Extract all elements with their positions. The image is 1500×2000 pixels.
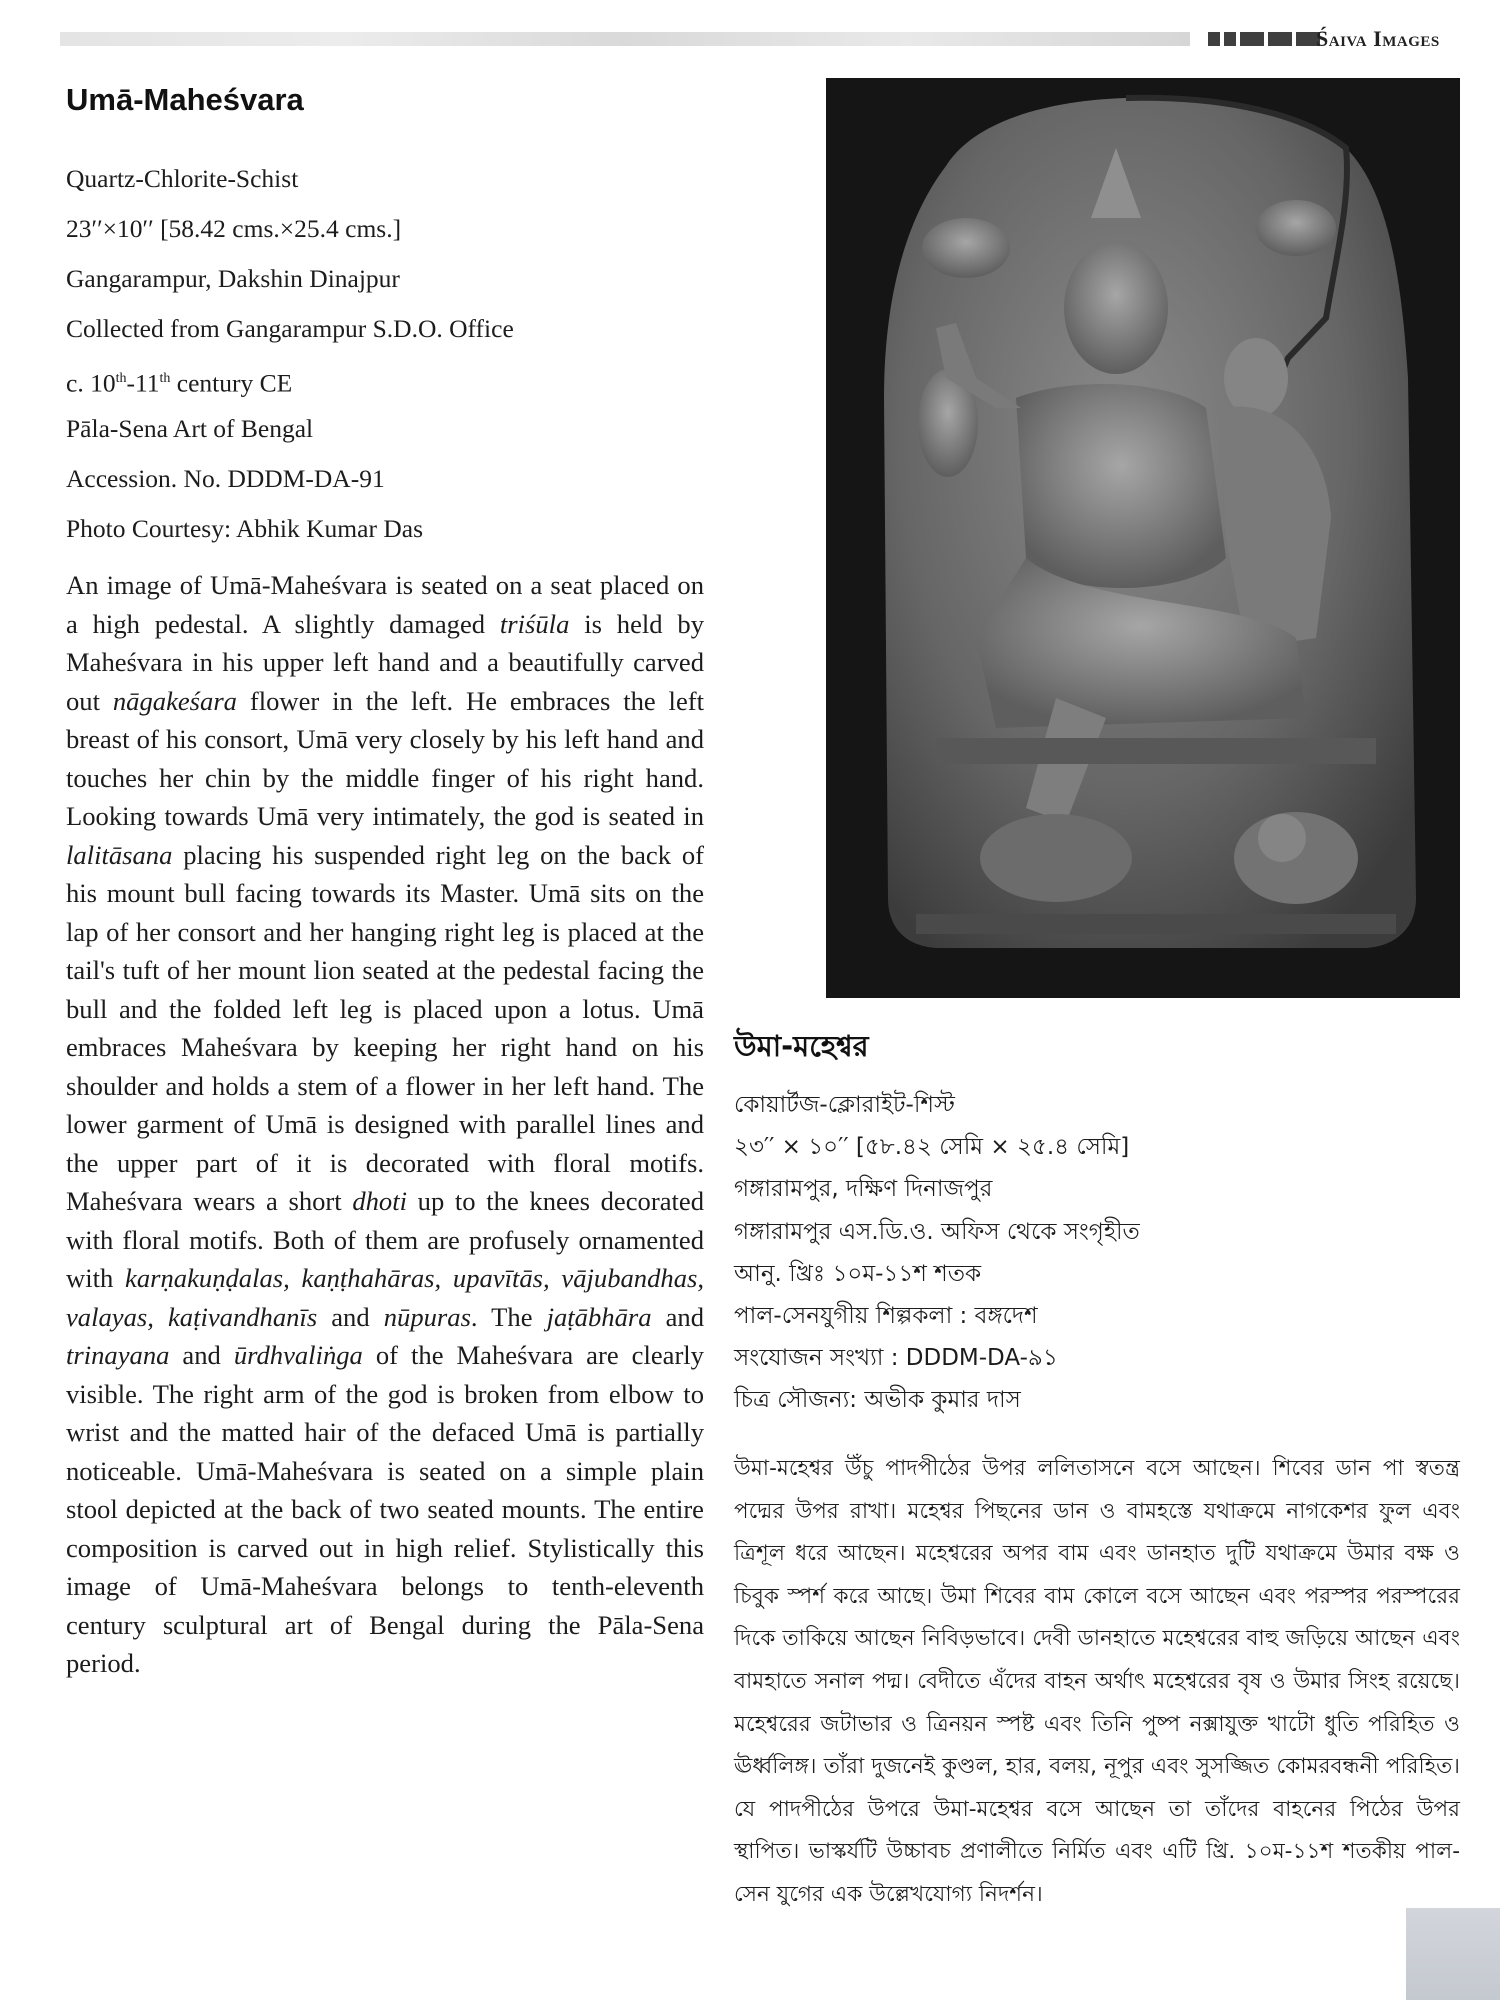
header-band	[60, 32, 1190, 46]
english-description: An image of Umā-Maheśvara is seated on a seat placed on a high pedestal. A slightly damaged triśūla is held by Maheśvara in his upper left hand and a beautifully carved out nāgakeśara flower in the left. He embraces the left breast of his consort, Umā very closely by his left hand and touches her chin by the middle finger of his right hand. Looking towards Umā very intimately, the god is seated in lalitāsana placing his suspended right leg on the back of his mount bull facing towards its Master. Umā sits on the lap of her consort and her hanging right leg is placed at the tail's tuft of her mount lion seated at the pedestal facing the bull and the folded left leg is placed upon a lotus. Umā embraces Maheśvara by keeping her right hand on his shoulder and holds a stem of a flower in her left hand. The lower garment of Umā is designed with parallel lines and the upper part of it is decorated with floral motifs. Maheśvara wears a short dhoti up to the knees decorated with floral motifs. Both of them are profusely ornamented with karṇakuṇḍalas, kaṇṭhahāras, upavītās, vājubandhas, valayas, kaṭivandhanīs and nūpuras. The jaṭābhāra and trinayana and ūrdhvaliṅga of the Maheśvara are clearly visible. The right arm of the god is broken from elbow to wrist and the matted hair of the defaced Umā is partially noticeable. Umā-Maheśvara is seated on a simple plain stool depicted at the back of two seated mounts. The entire composition is carved out in high relief. Stylistically this image of Umā-Maheśvara belongs to tenth-eleventh century sculptural art of Bengal during the Pāla-Sena period.	[66, 570, 705, 1678]
bengali-material: কোয়ার্টজ-ক্লোরাইট-শিস্ট	[734, 1092, 955, 1118]
date: c. 10th-11th century CE	[66, 368, 293, 398]
bengali-description: উমা-মহেশ্বর উঁচু পাদপীঠের উপর ললিতাসনে বসে আছেন। শিবের ডান পা স্বতন্ত্র পদ্মের উপর রাখা। মহেশ্বর পিছনের ডান ও বামহস্তে যথাক্রমে নাগকেশর ফুল এবং ত্রিশূল ধরে আছেন। মহেশ্বরের অপর বাম এবং ডানহাত দুটি যথাক্রমে উমার বক্ষ ও চিবুক স্পর্শ করে আছে। উমা শিবের বাম কোলে বসে আছেন এবং পরস্পর পরস্পরের দিকে তাকিয়ে আছেন নিবিড়ভাবে। দেবী ডানহাতে মহেশ্বরের বাহু জড়িয়ে আছেন এবং বামহাতে সনাল পদ্ম। বেদীতে এঁদের বাহন অর্থাৎ মহেশ্বরের বৃষ ও উমার সিংহ রয়েছে। মহেশ্বরের জটাভার ও ত্রিনয়ন স্পষ্ট এবং তিনি পুষ্প নক্সাযুক্ত খাটো ধুতি পরিহিত ও ঊর্ধ্বলিঙ্গ। তাঁরা দুজনেই কুণ্ডল, হার, বলয়, নূপুর এবং সুসজ্জিত কোমরবন্ধনী পরিহিত। যে পাদপীঠের উপরে উমা-মহেশ্বর বসে আছেন তা তাঁদের বাহনের পিঠের উপর স্থাপিত। ভাস্কর্যটি উচ্চাবচ প্রণালীতে নির্মিত এবং এটি খ্রি. ১০ম-১১শ শতকীয় পাল-সেন যুগের এক উল্লেখযোগ্য নিদর্শন।	[734, 1456, 1460, 1907]
bengali-dimensions: ২৩′′ × ১০′′ [৫৮.৪২ সেমি × ২৫.৪ সেমি]	[734, 1134, 1130, 1161]
entry-title: Umā-Maheśvara	[66, 82, 304, 117]
bengali-title: উমা-মহেশ্বর	[734, 1029, 869, 1063]
material: Quartz-Chlorite-Schist	[66, 164, 299, 193]
art-style: Pāla-Sena Art of Bengal	[66, 414, 314, 443]
catalogue-details	[66, 154, 514, 554]
page-corner-tab	[1406, 1908, 1500, 2000]
section-label: Śaiva Images	[1316, 26, 1440, 51]
bengali-catalogue-details	[734, 1084, 1140, 1422]
bengali-findspot: গঙ্গারামপুর, দক্ষিণ দিনাজপুর	[734, 1176, 993, 1203]
bengali-collection-source: গঙ্গারামপুর এস.ডি.ও. অফিস থেকে সংগৃহীত	[734, 1218, 1140, 1245]
bengali-art-style: পাল-সেনযুগীয় শিল্পকলা : বঙ্গদেশ	[734, 1302, 1038, 1329]
bengali-date: আনু. খ্রিঃ ১০ম-১১শ শতক	[734, 1260, 982, 1287]
collection-source: Collected from Gangarampur S.D.O. Office	[66, 314, 514, 343]
sculpture-photo	[826, 78, 1460, 998]
sculpture-illustration	[826, 78, 1460, 998]
bengali-photo-credit: চিত্র সৌজন্য: অভীক কুমার দাস	[734, 1387, 1021, 1414]
findspot: Gangarampur, Dakshin Dinajpur	[66, 264, 400, 293]
photo-credit: Photo Courtesy: Abhik Kumar Das	[66, 514, 423, 543]
header-blocks	[1208, 32, 1320, 46]
accession-number: Accession. No. DDDM-DA-91	[66, 464, 385, 493]
bengali-accession-number: সংযোজন সংখ্যা : DDDM-DA-৯১	[734, 1345, 1058, 1372]
dimensions: 23′′×10′′ [58.42 cms.×25.4 cms.]	[66, 214, 402, 243]
